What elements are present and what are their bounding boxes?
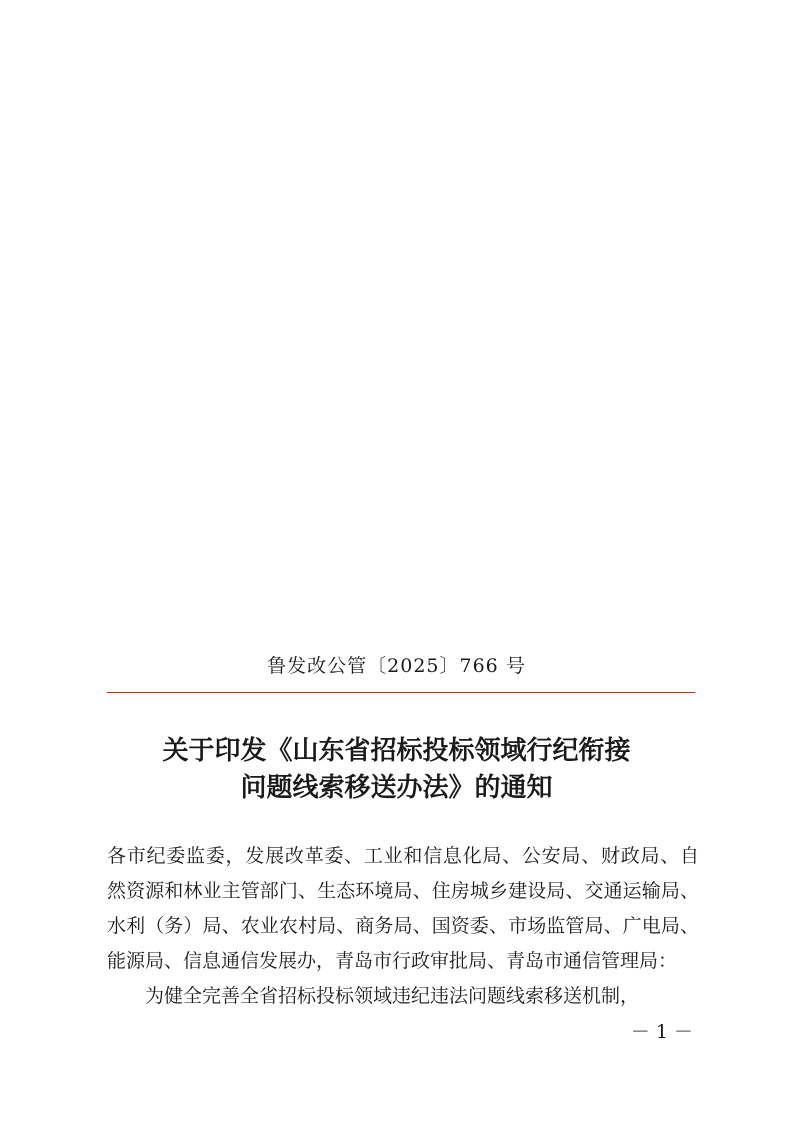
recipients-line-2: 然资源和林业主管部门、生态环境局、住房城乡建设局、交通运输局、	[107, 880, 699, 902]
recipients-line-3: 水利（务）局、农业农村局、商务局、国资委、市场监管局、广电局、	[107, 915, 699, 937]
red-divider-line	[107, 692, 695, 693]
recipients-line-4: 能源局、信息通信发展办，青岛市行政审批局、青岛市通信管理局：	[107, 950, 678, 972]
document-body	[107, 839, 699, 1014]
document-number: 鲁发改公管〔2025〕766 号	[267, 655, 526, 677]
recipients-line-1: 各市纪委监委，发展改革委、工业和信息化局、公安局、财政局、自	[107, 845, 699, 867]
paragraph-line-1: 为健全完善全省招标投标领域违纪违法问题线索移送机制，	[145, 985, 640, 1007]
page-number: － 1 －	[630, 1021, 693, 1043]
document-title	[0, 733, 793, 807]
title-line-2: 问题线索移送办法》的通知	[240, 773, 553, 803]
title-line-1: 关于印发《山东省招标投标领域行纪衔接	[162, 736, 631, 766]
